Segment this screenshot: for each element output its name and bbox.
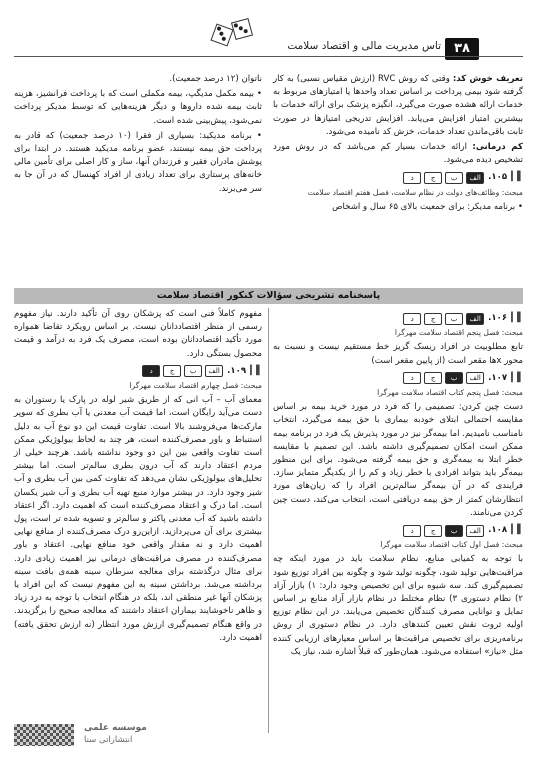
answer-text: با توجه به کمیابی منابع، نظام سلامت باید در مورد اینکه چه مراقبت‌هایی تولید شود، چگونه تولید شود و چگونه بین افراد توزیع شود تصمیم‌گیری کند. سه شیوه برای این تخصیص وجود دارد: ۱) بازار آزاد ۲) نظام دستوری ۳) نظام مختلط در نظام بازار آزاد منابع بر اساس تمایل و توانایی مصرف کنندگان تخصیص می‌یابند. در این نظام توزیع اولیه ثروت نقش تعیین کنندهای دارد. در نظام دستوری از روش برنامه‌ریزی برای تخصیص مراقبت‌ها بر اساس معیارهای ارزیابی کننده مثل «نیاز» استفاده می‌شود. همان‌طور که قبلاً اشاره شد، نیاز یک (273, 554, 523, 657)
option-b: ب (445, 313, 463, 325)
option-c: ج (424, 172, 442, 184)
running-title: تاس مدیریت مالی و اقتصاد سلامت (287, 40, 441, 52)
question-number: ۱۰۵. (488, 172, 508, 183)
option-d: د (403, 525, 421, 537)
answer-options (403, 372, 484, 384)
option-d: د (403, 372, 421, 384)
answer-text: تابع مطلوبیت در افراد ریسک گریز خط مستقیم نیست و نسبت به محور xها مقعر است (از پایین مقعر است) (273, 342, 523, 366)
page-header (0, 0, 537, 68)
question-source: مبحث: فصل پنجم کتاب اقتصاد سلامت مهرگرا (377, 388, 523, 398)
answers-right-column (273, 308, 523, 661)
paragraph-text: وقتی که روش RVC (ارزش مقیاس نسبی) به کار گرفته شود بیمی پرداخت بر اساس تعداد واحدها یا امتیازهای مربوط به خدمات ارائه هشده صورت می‌گیرد، انگیزه پزشک برای ارائه خدمات با بیشترین امتیاز افزایش می‌یابد. افزایش تدریجی امتیازها در صورت ثابت باقی‌ماندن تعداد خدمات، خزش کد نامیده می‌شود. (273, 74, 523, 137)
top-left-column (14, 73, 262, 198)
question-107-header (273, 372, 523, 385)
publisher-footer (14, 720, 214, 750)
bars-icon (511, 312, 523, 325)
publisher-subtitle: انتشاراتی سنا (84, 735, 133, 745)
bars-icon (511, 372, 523, 385)
question-109-header (14, 365, 262, 378)
paragraph-medicaid: • برنامه مدیکید: بسیاری از فقرا (۱۰ درصد جمعیت) که قادر به پرداخت حق بیمه نیستند، عضو برنامه مدیکید هستند. در ابتدا برای پوشش مادران فقیر و فرزندان آنها، ساز و کار اصلی برای تأمین مالی خانه‌های پرستاری برای تعداد زیادی از افراد کهنسال که در آن جا به سر می‌برند. (14, 130, 262, 196)
term: تعریف خوش کد: (452, 74, 523, 84)
page-number: ۳۸ (445, 38, 479, 60)
header-divider (14, 56, 523, 57)
option-c: ج (424, 372, 442, 384)
question-number: ۱۰۷. (488, 372, 508, 383)
paragraph-continuation: ناتوان (۱۲ درصد جمعیت). (169, 74, 262, 84)
question-source: مبحث: وظائف‌های دولت در نظام سلامت، فصل هفتم اقتصاد سلامت (307, 187, 523, 197)
option-c: ج (424, 313, 442, 325)
option-a: الف (466, 313, 484, 325)
paragraph-undertreatment (273, 141, 523, 167)
checker-pattern (14, 724, 74, 746)
option-b: ب (445, 525, 463, 537)
option-b: ب (445, 172, 463, 184)
top-right-column (273, 73, 523, 216)
question-source: مبحث: فصل چهارم اقتصاد سلامت مهرگرا (129, 381, 262, 391)
option-c: ج (424, 525, 442, 537)
publisher-name: موسسه علمی (84, 723, 147, 733)
answer-options (142, 365, 223, 377)
option-b: ب (445, 372, 463, 384)
answers-left-column (14, 308, 262, 647)
question-number: ۱۰۹. (227, 365, 247, 376)
bars-icon (511, 171, 523, 184)
answer-options (403, 172, 484, 184)
option-a: الف (466, 525, 484, 537)
question-number: ۱۰۸. (488, 525, 508, 536)
answer-options (403, 313, 484, 325)
section-banner: پاسخنامه تشریحی سؤالات کنکور اقتصاد سلامت (14, 288, 523, 304)
answer-text: معمای آب – آب انی که از طریق شیر لوله در پارک یا رستوران به دست می‌آید رایگان است، اما قیمت آب معدنی یا آب بطری که سوپر مارکت‌ها می‌فروشند بالا است. تفاوت قیمت این دو نوع آب به دلیل استنباط و باور مصرف‌کننده است، هر چند به لحاظ بیولوژیکی ممکن است تفاوت واقعی بین این دو وجود نداشته باشد. هرچند خیلی از مردم اعتقاد دارند که آب درون بطری سالم‌تر است. اما بیشتر تحلیل‌های بیولوژیکی نشان می‌دهد که تفاوت کمی بین آب بطری و آب شیر وجود دارد. در بیشتر موارد منبع تهیه آب بطری و آب شیر یکسان است. اما درک و اعتقاد مصرف‌کننده است که اهمیت دارد. اگر اعتقاد داشته باشید که آب معدنی پاکتر و سالم‌تر و تسویه شده تر است، پول بیشتری برای آن می‌پردازید. ازاین‌رو درک مصرف‌کننده از منافع نهایی اهمیت دارد و نه مقدار واقعی خود منافع نهایی. اعتقاد و باور مصرف‌کننده در مصرف مراقبت‌های درمانی نیز اهمیت زیادی دارد. برای مثال درگذشته برای معالجه سرطان سینه همه‌ی بافت سینه برداشته می‌شد. برداشتن سینه به این مفهوم نیست که این افراد یا پزشکان آنها غیر منطقی اند، بلکه در هنگام انتخاب با توجه به درد زیاد و ظاهر ناخوشایند بیماران اعتقاد داشتند که معالجه صحیح را برگزیدند. در واقع هنگام تصمیم‌گیری ارزش مورد انتظار (نه ارزش تحقق یافته) اهمیت دارد. (14, 395, 262, 643)
option-d: د (142, 365, 160, 377)
paragraph-medicare: • برنامه مدیکر: برای جمعیت بالای ۶۵ سال و اشخاص (273, 201, 523, 214)
answer-text: دست چین کردن: تصمیمی را که فرد در مورد خرید بیمه بر اساس مقایسه احتمالی ابتلای خودبه بیماری با حق بیمه می‌گیرد، انتخاب نامناسب نامیدیم. اما بیمه‌گر نیز در مورد پذیرش یک فرد در برنامه بیمه ممکن است امکان تصمیم‌گیری داشته باشد. این تصمیم با مقایسه خطر ابتلا به بیمه‌گری و حق بیمه گرفته می‌شود. برای این منظور بیمه‌گر باید بتواند افرادی با خطر زیاد و کم را از یکدیگر متمایز سازد. فرایندی که در آن بیمه‌گر سالم‌ترین افراد را که زیان‌های مورد انتظارشان کمتر از حق بیمه دریافتی است، انتخاب می‌کند، دست چین کردن می‌نامند. (273, 402, 523, 518)
column-divider (268, 308, 269, 733)
option-a: الف (205, 365, 223, 377)
question-106-header (273, 312, 523, 325)
paragraph-code-creep (273, 73, 523, 139)
answer-options (403, 525, 484, 537)
question-source: مبحث: فصل پنجم اقتصاد سلامت مهرگرا (394, 328, 523, 338)
option-c: ج (163, 365, 181, 377)
paragraph-text: ارائه خدمات بسیار کم می‌باشد که در روش مورد تشخیص دیده می‌شود. (273, 142, 523, 166)
option-a: الف (466, 172, 484, 184)
bars-icon (250, 365, 262, 378)
option-a: الف (466, 372, 484, 384)
question-number: ۱۰۶. (488, 313, 508, 323)
option-d: د (403, 172, 421, 184)
question-105-header (273, 171, 523, 184)
question-source: مبحث: فصل اول کتاب اقتصاد سلامت مهرگرا (380, 540, 523, 550)
bars-icon (511, 524, 523, 537)
option-b: ب (184, 365, 202, 377)
paragraph-continuation: مفهوم کاملاً فنی است که پزشکان روی آن تأکید دارند. نیاز مفهوم رسمی از منظر اقتصاددانان نیست. بر اساس رویکرد تقاضا همواره مورد تأکید اقتصاددانان بوده است، مصرف یک فرد به درآمد و قیمت محصول بستگی دارد. (14, 309, 262, 359)
question-108-header (273, 524, 523, 537)
term: کم درمانی: (472, 142, 523, 153)
option-d: د (403, 313, 421, 325)
dice-icon (209, 16, 257, 56)
paragraph-medigap: • بیمه مکمل مدیگپ، بیمه مکملی است که با پرداخت فرانشیز، هزینه ثابت بیمه شده داروها و دیگر هزینه‌هایی که توسط مدیکر پرداخت نمی‌شود، پیش‌بینی شده است. (14, 88, 262, 128)
